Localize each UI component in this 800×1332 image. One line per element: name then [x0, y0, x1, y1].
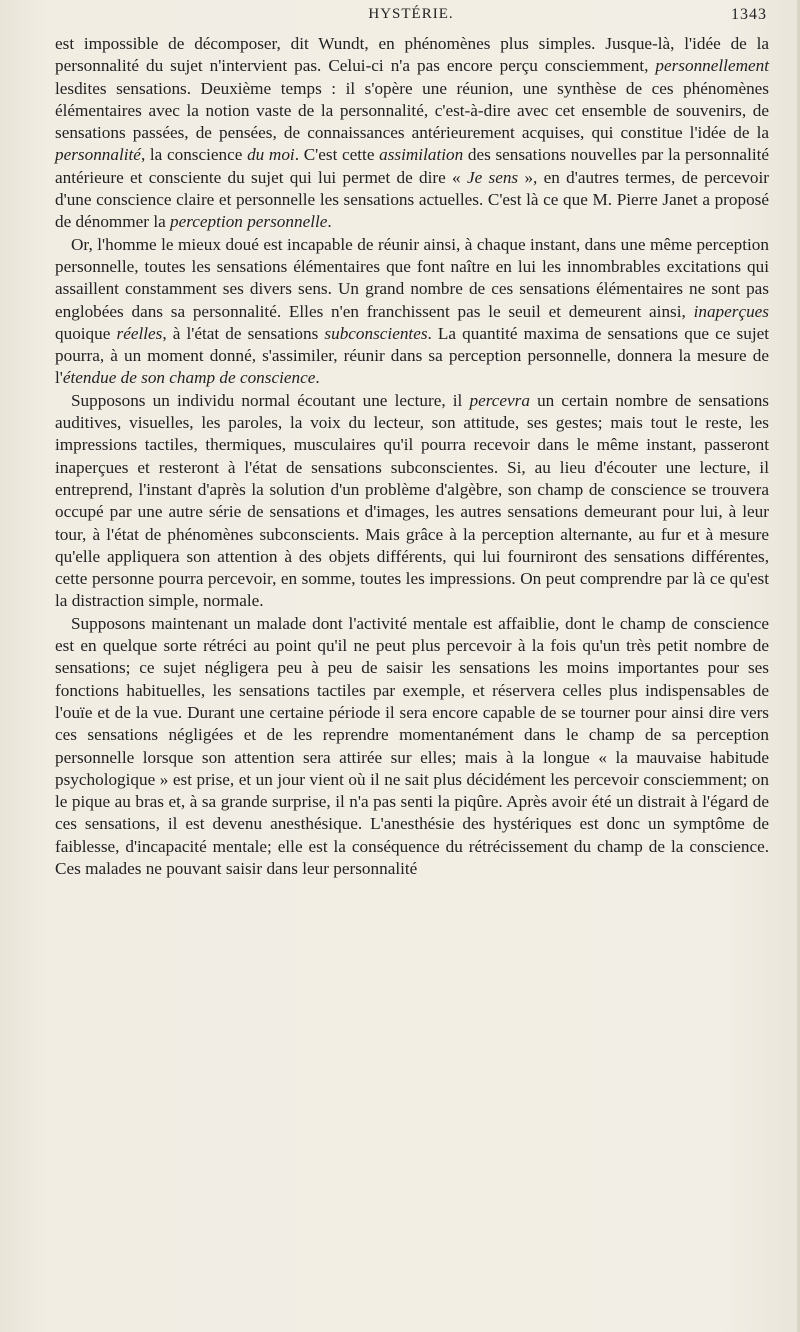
text-run: . — [315, 368, 320, 388]
running-title: HYSTÉRIE. — [368, 6, 454, 22]
italic-text: Je sens — [466, 167, 519, 187]
text-run: est impossible de décomposer, dit Wundt, en phénomènes plus simples. Jusque-là, l'idée de la personnalité du sujet n'intervient pas. Celui-ci n'a pas encore perçu consciemment, — [55, 34, 769, 76]
text-run: . C'est cette — [294, 145, 380, 165]
italic-text: personnellement — [655, 56, 769, 76]
paragraph — [55, 33, 769, 234]
body-text — [55, 33, 769, 880]
paragraph — [55, 390, 769, 613]
text-run: des sensations nouvelles par la personnalité antérieure et consciente du sujet qui lui permet de dire « — [55, 145, 770, 187]
text-run: », en d'autres termes, de percevoir d'une conscience claire et personnelle les sensations actuelles. C'est là ce que M. Pierre Janet a proposé de dénommer la — [55, 167, 770, 232]
text-run: Or, l'homme le mieux doué est incapable de réunir ainsi, à chaque instant, dans une même perception personnelle, toutes les sensations élémentaires que font naître en lui les innombrables excitations qui assaillent constamment ses divers sens. Un grand nombre de ces sensations élémentaires ne sont pas englobées dans sa personnalité. Elles n'en franchissent pas le seuil et demeurent ainsi, — [55, 234, 769, 321]
text-run: , à l'état de sensations — [162, 323, 325, 343]
italic-text: percevra — [469, 390, 530, 410]
text-run: . — [327, 212, 332, 232]
italic-text: perception personnelle — [170, 212, 328, 232]
text-run: un certain nombre de sensations auditives, visuelles, les paroles, la voix du lecteur, son attitude, ses gestes; mais tout le reste, les impressions tactiles, thermiques, musculaires qu'il pourra recevoir dans le même instant, passeront inaperçues et resteront à l'état de sensations subconscientes. Si, au lieu d'écouter une lecture, il entreprend, l'instant d'après la solution d'un problème d'algèbre, son champ de conscience se trouvera occupé par une autre série de sensations et d'images, les autres sensations demeurant pour lui, à leur tour, à l'état de phénomènes subconscients. Mais grâce à la perception alternante, au fur et à mesure qu'elle appliquera son attention à des objets différents, qui lui fourniront des sensations différentes, cette personne pourra percevoir, en somme, toutes les impressions. On peut comprendre par là ce qu'est la distraction simple, normale. — [55, 390, 769, 611]
italic-text: réelles — [116, 323, 163, 343]
italic-text: subconscientes — [324, 323, 428, 343]
italic-text: étendue de son champ de conscience — [62, 368, 316, 388]
italic-text: inaperçues — [693, 301, 769, 321]
paragraph — [55, 613, 769, 881]
text-run: , la conscience — [140, 145, 248, 165]
text-run: Supposons un individu normal écoutant une lecture, il — [71, 390, 470, 410]
italic-text: assimilation — [379, 145, 464, 165]
page-header — [55, 6, 767, 32]
italic-text: du moi — [247, 145, 295, 165]
paragraph — [55, 234, 769, 390]
text-run: lesdites sensations. Deuxième temps : il s'opère une réunion, une synthèse de ces phénomènes élémentaires avec la notion vaste de la personnalité, c'est-à-dire avec cet ensemble de souvenirs, de sensations passées, de pensées, de connaissances antérieurement acquises, qui constitue l'idée de la — [55, 78, 769, 143]
text-run: Supposons maintenant un malade dont l'activité mentale est affaiblie, dont le champ de conscience est en quelque sorte rétréci au point qu'il ne peut plus percevoir à la fois qu'un très petit nombre de sensations; ce sujet négligera peu à peu de saisir les sensations les moins importantes pour ses fonctions habituelles, les sensations tactiles par exemple, et réservera celles plus indispensables de l'ouïe et de la vue. Durant une certaine période il sera encore capable de se tourner pour ainsi dire vers ces sensations négligées et de les reprendre momentanément dans le champ de sa perception personnelle lorsque son attention sera attirée sur elles; mais à la longue « la mauvaise habitude psychologique » est prise, et un jour vient où il ne sait plus décidément les percevoir consciemment; on le pique au bras et, à sa grande surprise, il n'a pas senti la piqûre. Après avoir été un distrait à l'égard de ces sensations, il est devenu anesthésique. L'anesthésie des hystériques est donc un symptôme de faiblesse, d'incapacité mentale; elle est la conséquence du rétrécissement du champ de la conscience. Ces malades ne pouvant saisir dans leur personnalité — [55, 613, 769, 878]
page-number: 1343 — [731, 6, 767, 23]
italic-text: personnalité — [55, 145, 141, 165]
text-run: . La quantité maxima de sensations que ce sujet pourra, à un moment donné, s'assimiler, réunir dans sa perception personnelle, donnera la mesure de l' — [55, 323, 770, 388]
text-run: quoique — [55, 323, 117, 343]
